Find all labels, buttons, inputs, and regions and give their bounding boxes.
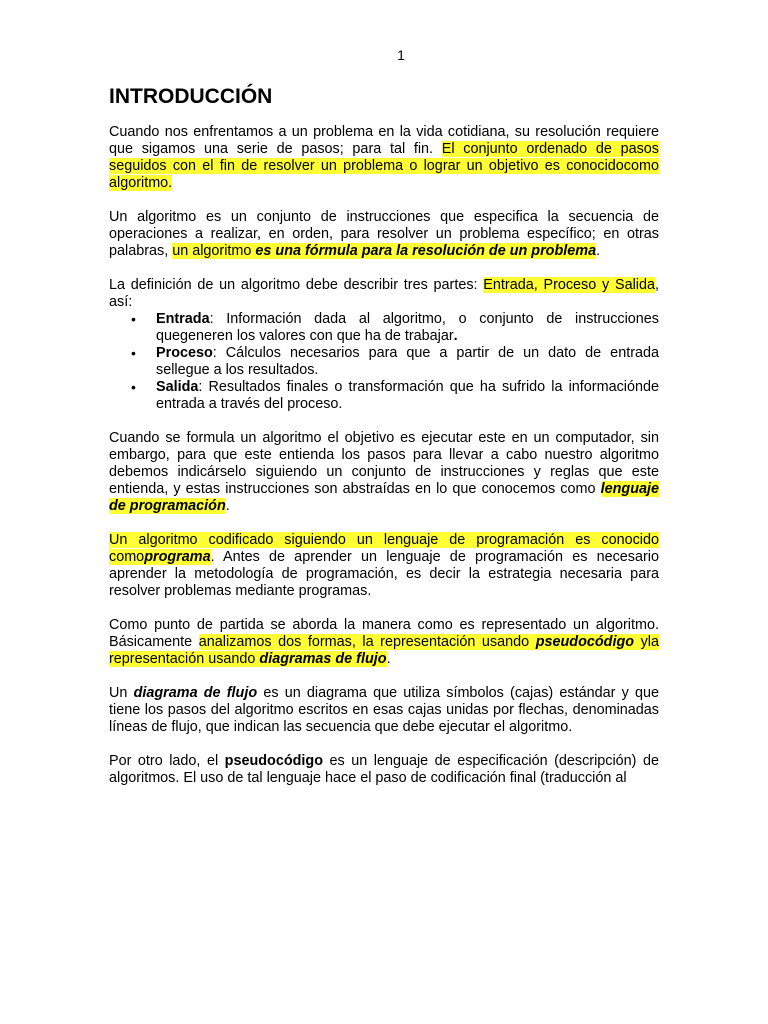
- p5-highlight: Un algoritmo codificado siguiendo un lenguaje de programación es conocido como: [109, 532, 659, 565]
- p2-highlight-bold: es una fórmula para la resolución de un problema: [255, 243, 597, 259]
- bullet-icon: •: [131, 379, 136, 395]
- p6-highlight-pseudocodigo: pseudocódigo: [535, 634, 635, 650]
- page-number: 1: [397, 47, 405, 63]
- p4-highlight: lenguaje de programación: [109, 481, 659, 514]
- page-title: INTRODUCCIÓN: [109, 85, 273, 108]
- p2-text: Un algoritmo es un conjunto de instrucciones que especifica la secuencia de operaciones a realizar, en orden, para resolver un problema específico; en otras palabras,: [109, 209, 659, 259]
- paragraph-7: [109, 685, 659, 736]
- list-text: : Información dada al algoritmo, o conjunto de instrucciones quegeneren los valores con que ha de trabajar: [156, 311, 659, 344]
- list-item-salida: [109, 379, 659, 413]
- list-term: Entrada: [156, 311, 210, 327]
- list-end: .: [453, 328, 458, 344]
- p3-end: , así:: [109, 277, 659, 310]
- list-term: Salida: [156, 379, 199, 395]
- document-body: [109, 84, 659, 804]
- paragraph-8: [109, 753, 659, 787]
- p1-highlight: El conjunto ordenado de pasos seguidos con el fin de resolver un problema o lograr un objetivo es conocidocomo algoritmo.: [109, 141, 659, 191]
- paragraph-2: [109, 209, 659, 260]
- p5-text: . Antes de aprender un lenguaje de programación es necesario aprender la metodología de programación, es decir la estrategia necesaria para resolver problemas mediante programas.: [109, 549, 659, 599]
- list-text: : Cálculos necesarios para que a partir de un dato de entrada sellegue a los resultados.: [156, 345, 659, 378]
- paragraph-3: [109, 277, 659, 311]
- p8-text: Por otro lado, el: [109, 753, 225, 769]
- p7-bold: diagrama de flujo: [133, 685, 258, 701]
- list-term: Proceso: [156, 345, 213, 361]
- p2-highlight: un algoritmo: [172, 243, 256, 259]
- paragraph-1: [109, 124, 659, 192]
- list-text: : Resultados finales o transformación que ha sufrido la informacióndе entrada a través del proceso.: [156, 379, 659, 412]
- p8-bold: pseudocódigo: [224, 753, 323, 769]
- p6-highlight-diagramas: diagramas de flujo: [259, 651, 387, 667]
- p3-highlight: Entrada, Proceso y Salida: [483, 277, 655, 293]
- p6-highlight-2: yla representación usando: [109, 634, 659, 667]
- p8-text-2: es un lenguaje de especificación (descripción) de algoritmos. El uso de tal lenguaje hace el paso de codificación final (traducción al: [109, 753, 659, 786]
- p6-end: .: [386, 651, 391, 667]
- p4-text: Cuando se formula un algoritmo el objetivo es ejecutar este en un computador, sin embargo, para que este entienda los pasos para llevar a cabo nuestro algoritmo debemos indicárselo siguiendo un conjunto de instrucciones y reglas que este entienda, y estas instrucciones son abstraídas en lo que conocemos como: [109, 430, 659, 497]
- p7-text: Un: [109, 685, 134, 701]
- paragraph-4: [109, 430, 659, 515]
- bullet-icon: •: [131, 311, 136, 327]
- list-item-entrada: [109, 311, 659, 345]
- paragraph-6: [109, 617, 659, 668]
- bullet-icon: •: [131, 345, 136, 361]
- paragraph-5: [109, 532, 659, 600]
- p5-highlight-bold: programa: [144, 549, 211, 565]
- p4-end: .: [225, 498, 230, 514]
- p7-text-2: es un diagrama que utiliza símbolos (cajas) estándar y que tiene los pasos del algoritmo escritos en esas cajas unidas por flechas, denominadas líneas de flujo, que indican las secuencia que debe ejecutar el algoritmo.: [109, 685, 659, 735]
- parts-list: [109, 311, 659, 413]
- p6-text: Como punto de partida se aborda la manera como es representado un algoritmo. Básicamente: [109, 617, 659, 650]
- p3-text: La definición de un algoritmo debe describir tres partes:: [109, 277, 484, 293]
- p1-text: Cuando nos enfrentamos a un problema en la vida cotidiana, su resolución requiere que sigamos una serie de pasos; para tal fin.: [109, 124, 659, 157]
- list-item-proceso: [109, 345, 659, 379]
- p6-highlight: analizamos dos formas, la representación usando: [198, 634, 536, 650]
- p2-end: .: [596, 243, 601, 259]
